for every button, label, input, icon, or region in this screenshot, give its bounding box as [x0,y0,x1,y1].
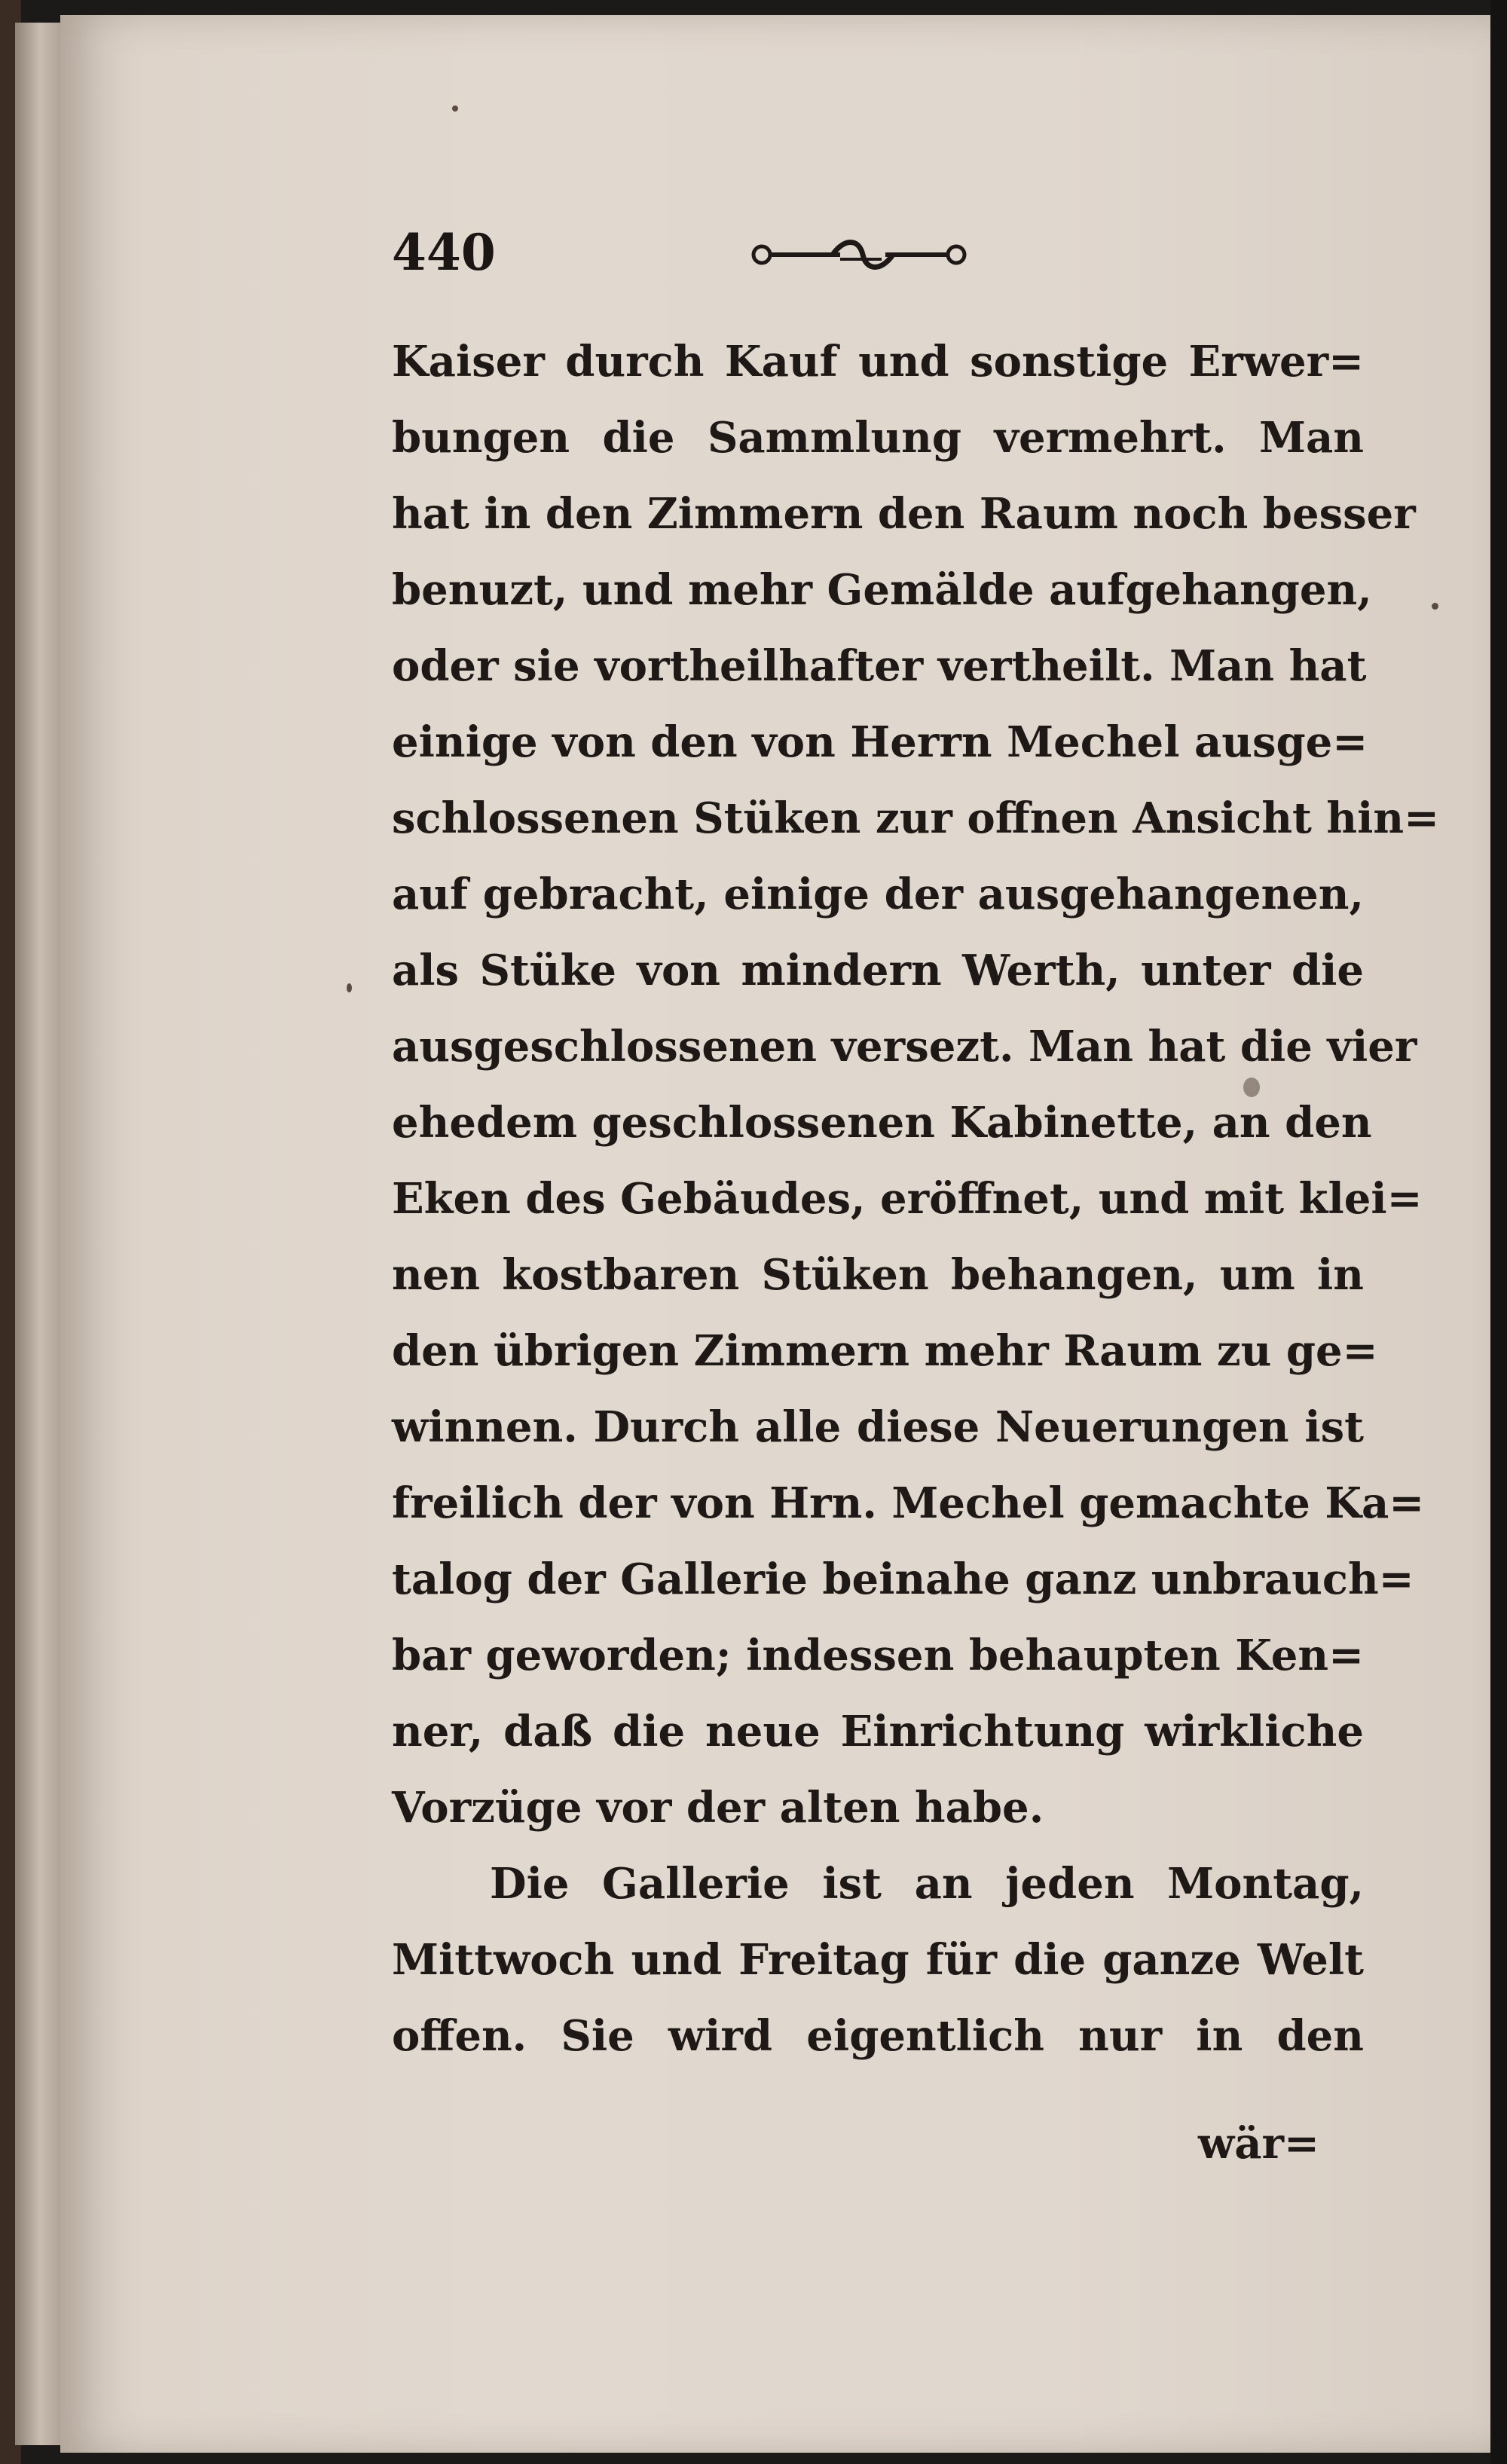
running-header [332,219,1386,286]
text-line: bungen die Sammlung vermehrt. Man [392,413,1364,463]
text-line: freilich der von Hrn. Mechel gemachte Ka= [392,1478,1425,1528]
text-line: schlossenen Stüken zur offnen Ansicht hin= [392,793,1440,843]
paper-speck [1432,603,1438,610]
text-line: Kaiser durch Kauf und sonstige Erwer= [392,337,1364,387]
text-line: offen. Sie wird eigentlich nur in den [392,2011,1364,2061]
paragraph-start-line: Die Gallerie ist an jeden Montag, [490,1859,1364,1909]
text-line: den übrigen Zimmern mehr Raum zu ge= [392,1326,1378,1376]
text-line: als Stüke von mindern Werth, unter die [392,946,1364,995]
text-line: ner, daß die neue Einrichtung wirkliche [392,1707,1364,1756]
text-line: ehedem geschlossenen Kabinette, an den [392,1098,1372,1148]
text-line: auf gebracht, einige der ausgehangenen, [392,870,1364,919]
paper-speck [452,105,458,112]
text-line: ausgeschlossenen versezt. Man hat die vier [392,1022,1417,1072]
text-line: einige von den von Herrn Mechel ausge= [392,717,1368,767]
paragraph-end-line: Vorzüge vor der alten habe. [392,1783,1044,1833]
text-line: bar geworden; indessen behaupten Ken= [392,1631,1364,1680]
body-text [392,324,1440,2074]
page-number: 440 [392,223,496,282]
text-line: nen kostbaren Stüken behangen, um in [392,1250,1364,1300]
catchword: wär= [1198,2119,1319,2169]
scan-background [1490,0,1507,2464]
ornament-icon [750,232,968,277]
text-line: hat in den Zimmern den Raum noch besser [392,489,1416,539]
text-line: benuzt, und mehr Gemälde aufgehangen, [392,565,1372,615]
text-line: talog der Gallerie beinahe ganz unbrauch= [392,1555,1414,1604]
text-line: Mittwoch und Freitag für die ganze Welt [392,1935,1364,1985]
paper-speck [347,983,352,992]
text-line: Eken des Gebäudes, eröffnet, und mit klei= [392,1174,1423,1224]
text-line: winnen. Durch alle diese Neuerungen ist [392,1402,1364,1452]
text-line: oder sie vortheilhafter vertheilt. Man hat [392,641,1367,691]
